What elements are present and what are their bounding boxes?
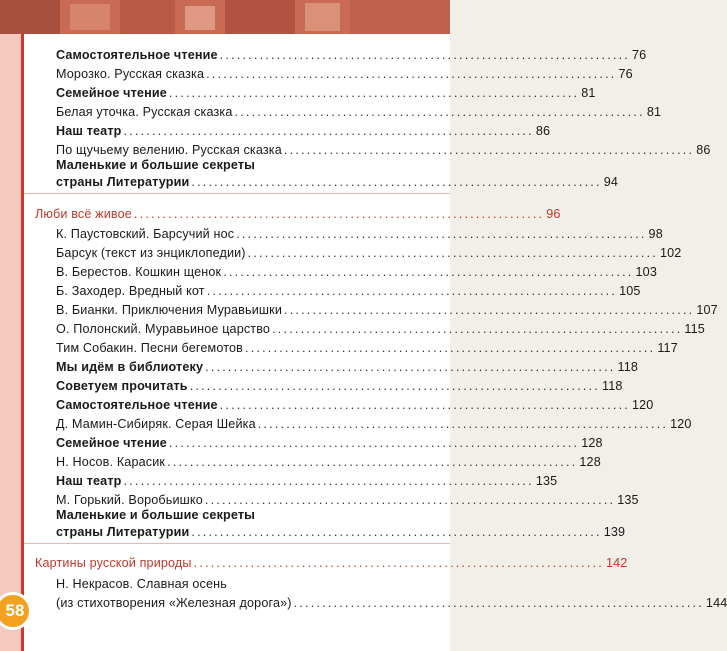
toc-entry[interactable]: Самостоятельное чтение ........................................................................ 76 bbox=[56, 48, 647, 62]
section-separator bbox=[24, 543, 450, 544]
toc-entry[interactable]: Б. Заходер. Вредный кот ........................................................................ 105 bbox=[56, 284, 641, 298]
section-separator bbox=[24, 193, 450, 194]
toc-entry[interactable]: Самостоятельное чтение ........................................................................ 120 bbox=[56, 398, 654, 412]
toc-entry[interactable]: В. Берестов. Кошкин щенок ........................................................................ 103 bbox=[56, 265, 657, 279]
toc-entry[interactable]: Наш театр ........................................................................ 135 bbox=[56, 474, 558, 488]
top-decorative-banner bbox=[0, 0, 450, 34]
toc-entry[interactable]: Советуем прочитать ........................................................................ 118 bbox=[56, 379, 623, 393]
toc-entry[interactable]: М. Горький. Воробьишко ........................................................................ 135 bbox=[56, 493, 639, 507]
toc-section-heading[interactable]: Картины русской природы ........................................................................ 142 bbox=[35, 556, 628, 570]
toc-entry[interactable]: Наш театр ........................................................................ 86 bbox=[56, 124, 551, 138]
toc-entry[interactable]: О. Полонский. Муравьиное царство ........................................................................ 115 bbox=[56, 322, 705, 336]
toc-entry[interactable]: Барсук (текст из энциклопедии) ........................................................................ 102 bbox=[56, 246, 682, 260]
toc-entry[interactable]: Морозко. Русская сказка ........................................................................ 76 bbox=[56, 67, 633, 81]
left-red-rule bbox=[21, 34, 24, 651]
toc-entry[interactable]: Маленькие и большие секреты страны Литературии ........................................................................ 139 bbox=[56, 508, 626, 539]
toc-entry[interactable]: Белая уточка. Русская сказка ........................................................................ 81 bbox=[56, 105, 662, 119]
toc-entry[interactable]: Д. Мамин-Сибиряк. Серая Шейка ........................................................................ 120 bbox=[56, 417, 692, 431]
toc-entry[interactable]: Семейное чтение ........................................................................ 81 bbox=[56, 86, 596, 100]
toc-entry[interactable]: К. Паустовский. Барсучий нос ........................................................................ 98 bbox=[56, 227, 663, 241]
toc-entry[interactable]: Н. Носов. Карасик ........................................................................ 128 bbox=[56, 455, 601, 469]
toc-entry[interactable]: Маленькие и большие секреты страны Литературии ........................................................................ 94 bbox=[56, 158, 619, 189]
toc-section-heading[interactable]: Люби всё живое ........................................................................ 96 bbox=[35, 207, 561, 221]
page-number: 58 bbox=[5, 601, 25, 620]
toc-entry[interactable]: Тим Собакин. Песни бегемотов ........................................................................ 117 bbox=[56, 341, 678, 355]
toc-entry[interactable]: В. Бианки. Приключения Муравьишки ........................................................................ 107 bbox=[56, 303, 718, 317]
toc-entry[interactable]: Семейное чтение ........................................................................ 128 bbox=[56, 436, 603, 450]
left-margin-stripe bbox=[0, 34, 21, 651]
toc-entry[interactable]: Н. Некрасов. Славная осень bbox=[56, 577, 227, 591]
toc-entry[interactable]: (из стихотворения «Железная дорога») ........................................................................ 144 bbox=[56, 596, 727, 610]
toc-entry[interactable]: По щучьему велению. Русская сказка ........................................................................ 86 bbox=[56, 143, 711, 157]
toc-entry[interactable]: Мы идём в библиотеку ........................................................................ 118 bbox=[56, 360, 638, 374]
